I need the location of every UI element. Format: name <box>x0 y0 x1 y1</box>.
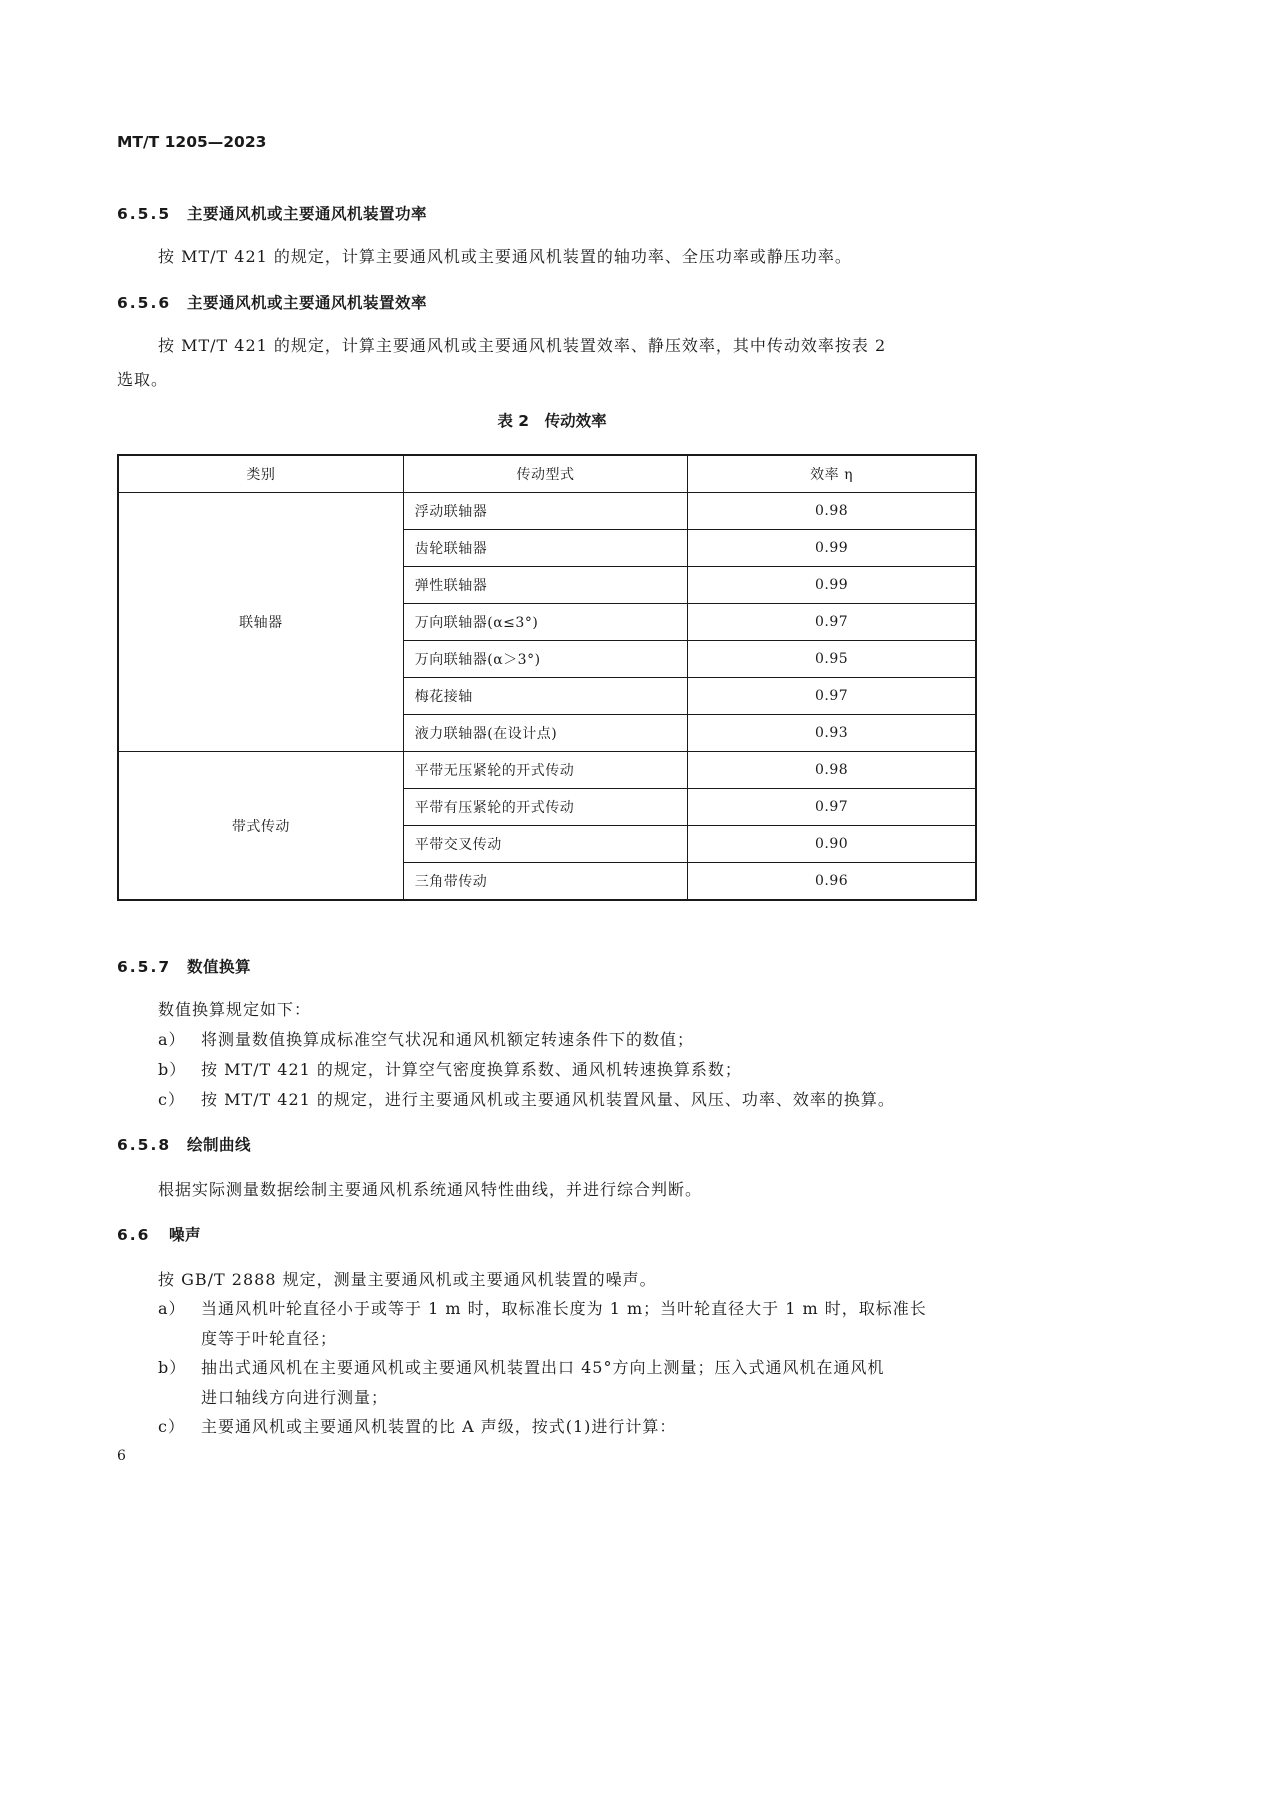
type-cell: 平带无压紧轮的开式传动 <box>403 752 687 789</box>
page-number: 6 <box>117 1448 126 1464</box>
category-cell: 联轴器 <box>118 493 403 752</box>
efficiency-cell: 0.96 <box>688 863 976 901</box>
table-row <box>118 493 976 530</box>
section-title: 主要通风机或主要通风机装置功率 <box>187 205 428 223</box>
efficiency-cell: 0.95 <box>688 641 976 678</box>
list-item-text: 抽出式通风机在主要通风机或主要通风机装置出口 45°方向上测量；压入式通风机在通风机 <box>201 1358 885 1377</box>
section-number: 6.5.8 <box>117 1136 172 1154</box>
list-item-label: b） <box>158 1060 187 1079</box>
list-item-label: b） <box>158 1358 187 1377</box>
section-6-5-6-heading <box>117 291 427 313</box>
table-caption: 表 2 传动效率 <box>497 412 607 430</box>
table-row <box>118 752 976 789</box>
header-category: 类别 <box>118 455 403 493</box>
efficiency-cell: 0.98 <box>688 752 976 789</box>
efficiency-cell: 0.98 <box>688 493 976 530</box>
type-cell: 浮动联轴器 <box>403 493 687 530</box>
type-cell: 平带有压紧轮的开式传动 <box>403 789 687 826</box>
efficiency-cell: 0.93 <box>688 715 976 752</box>
transmission-efficiency-table <box>117 454 977 901</box>
section-6-5-7-intro: 数值换算规定如下： <box>158 1000 312 1019</box>
list-item-text: 将测量数值换算成标准空气状况和通风机额定转速条件下的数值； <box>201 1030 695 1049</box>
standard-id-header: MT/T 1205—2023 <box>117 133 267 151</box>
section-title: 数值换算 <box>187 958 252 976</box>
efficiency-cell: 0.97 <box>688 604 976 641</box>
section-title: 主要通风机或主要通风机装置效率 <box>187 294 428 312</box>
section-title: 噪声 <box>169 1226 202 1244</box>
section-6-5-5-paragraph: 按 MT/T 421 的规定，计算主要通风机或主要通风机装置的轴功率、全压功率或静压功率。 <box>158 247 852 266</box>
efficiency-cell: 0.97 <box>688 789 976 826</box>
type-cell: 万向联轴器(α＞3°) <box>403 641 687 678</box>
efficiency-cell: 0.99 <box>688 530 976 567</box>
type-cell: 弹性联轴器 <box>403 567 687 604</box>
section-6-5-8-paragraph: 根据实际测量数据绘制主要通风机系统通风特性曲线，并进行综合判断。 <box>158 1180 703 1199</box>
list-item-text-continued: 度等于叶轮直径； <box>201 1329 338 1348</box>
type-cell: 平带交叉传动 <box>403 826 687 863</box>
list-item-label: c） <box>158 1090 185 1109</box>
section-6-5-6-paragraph-line2: 选取。 <box>117 370 169 389</box>
section-number: 6.6 <box>117 1226 151 1244</box>
list-item-text: 主要通风机或主要通风机装置的比 A 声级，按式(1)进行计算： <box>201 1417 677 1436</box>
section-6-5-8-heading <box>117 1133 251 1155</box>
list-item-label: a） <box>158 1299 186 1318</box>
list-item-label: c） <box>158 1417 185 1436</box>
section-6-6-heading <box>117 1223 201 1245</box>
list-item-text-continued: 进口轴线方向进行测量； <box>201 1388 389 1407</box>
type-cell: 万向联轴器(α≤3°) <box>403 604 687 641</box>
type-cell: 三角带传动 <box>403 863 687 901</box>
type-cell: 齿轮联轴器 <box>403 530 687 567</box>
section-6-6-intro: 按 GB/T 2888 规定，测量主要通风机或主要通风机装置的噪声。 <box>158 1270 657 1289</box>
section-6-5-5-heading <box>117 202 427 224</box>
list-item-text: 按 MT/T 421 的规定，进行主要通风机或主要通风机装置风量、风压、功率、效率的换算。 <box>201 1090 895 1109</box>
header-type: 传动型式 <box>403 455 687 493</box>
header-efficiency: 效率 η <box>688 455 976 493</box>
list-item-label: a） <box>158 1030 186 1049</box>
section-number: 6.5.5 <box>117 205 172 223</box>
section-6-5-7-heading <box>117 955 251 977</box>
efficiency-cell: 0.99 <box>688 567 976 604</box>
section-6-5-6-paragraph-line1: 按 MT/T 421 的规定，计算主要通风机或主要通风机装置效率、静压效率，其中传动效率按表 2 <box>158 336 887 355</box>
type-cell: 梅花接轴 <box>403 678 687 715</box>
table-header-row <box>118 455 976 493</box>
type-cell: 液力联轴器(在设计点) <box>403 715 687 752</box>
category-cell: 带式传动 <box>118 752 403 901</box>
list-item-text: 按 MT/T 421 的规定，计算空气密度换算系数、通风机转速换算系数； <box>201 1060 742 1079</box>
section-number: 6.5.7 <box>117 958 172 976</box>
efficiency-cell: 0.97 <box>688 678 976 715</box>
efficiency-cell: 0.90 <box>688 826 976 863</box>
section-title: 绘制曲线 <box>187 1136 252 1154</box>
list-item-text: 当通风机叶轮直径小于或等于 1 m 时，取标准长度为 1 m；当叶轮直径大于 1 m 时，取标准长 <box>201 1299 927 1318</box>
section-number: 6.5.6 <box>117 294 172 312</box>
